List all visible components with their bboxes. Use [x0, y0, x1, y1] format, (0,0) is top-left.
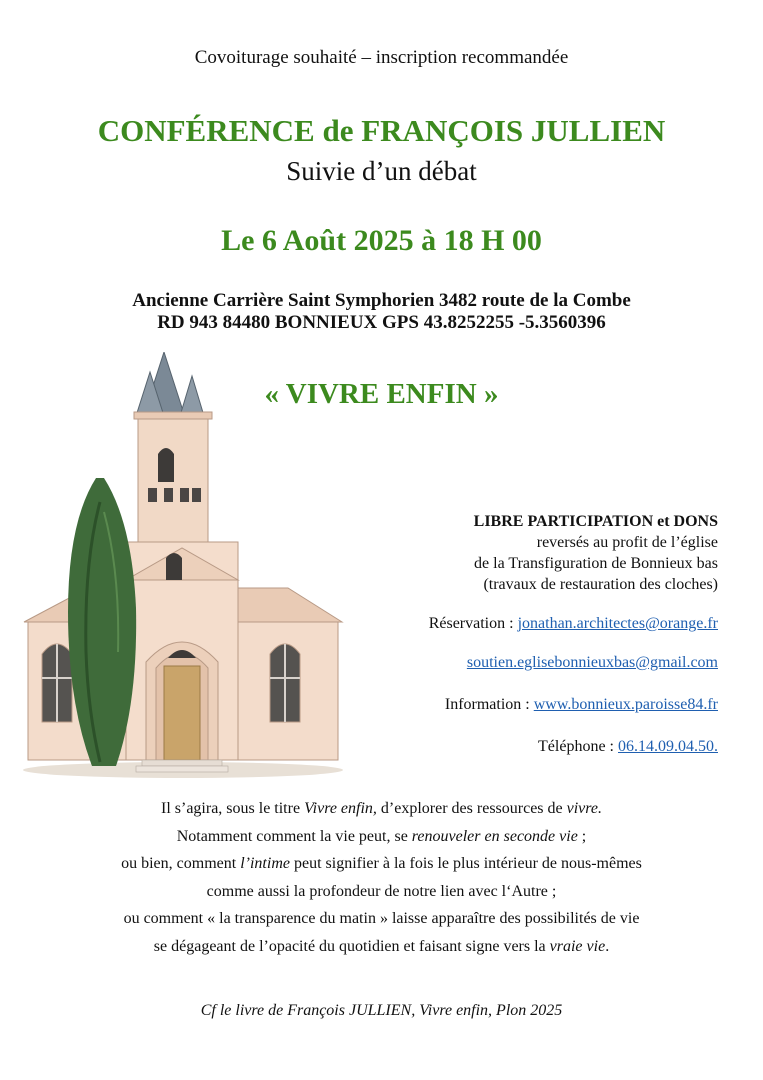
description-text: d’explorer des ressources de: [376, 800, 567, 817]
phone-label: Téléphone :: [538, 738, 618, 755]
description-text: Notamment comment la vie peut, se: [176, 827, 412, 845]
description-line-5: ou comment « la transparence du matin » laisse apparaître des possibilités de vie: [123, 910, 640, 928]
reservation-email-link[interactable]: jonathan.architectes@orange.fr: [517, 615, 718, 632]
talk-description: [0, 795, 763, 961]
description-line-2: [0, 823, 763, 851]
phone-row: [380, 736, 718, 757]
description-text: .: [605, 937, 610, 955]
description-line-3: [0, 850, 763, 878]
spire-right: [180, 376, 204, 416]
information-url-link[interactable]: www.bonnieux.paroisse84.fr: [533, 696, 718, 713]
venue-line-1: Ancienne Carrière Saint Symphorien 3482 route de la Combe: [132, 290, 631, 311]
description-text: peut signifier à la fois le plus intérieur de nous-mêmes: [289, 855, 642, 873]
reservation-row: [380, 613, 718, 634]
description-text: ;: [577, 827, 587, 845]
facade-window: [166, 553, 182, 580]
church-door: [164, 666, 200, 760]
book-citation: Cf le livre de François JULLIEN, Vivre enfin, Plon 2025: [200, 1002, 563, 1019]
description-text: se dégageant de l’opacité du quotidien et faisant signe vers la: [153, 937, 550, 955]
conference-subtitle: Suivie d’un débat: [286, 156, 477, 186]
description-italic: vivre.: [566, 800, 603, 817]
donations-line-2: de la Transfiguration de Bonnieux bas: [474, 555, 718, 572]
tower-window-top: [158, 448, 174, 482]
description-line-4: comme aussi la profondeur de notre lien avec l‘Autre ;: [206, 882, 557, 900]
event-date: Le 6 Août 2025 à 18 H 00: [221, 224, 542, 257]
description-text: Il s’agira, sous le titre: [160, 800, 305, 817]
carpool-note: Covoiturage souhaité – inscription recommandée: [194, 47, 569, 68]
information-label: Information :: [444, 696, 534, 713]
donations-title: LIBRE PARTICIPATION et DONS: [473, 513, 718, 530]
support-email-link[interactable]: soutien.eglisebonnieuxbas@gmail.com: [466, 654, 718, 671]
venue-line-2: RD 943 84480 BONNIEUX GPS 43.8252255 -5.3560396: [157, 312, 606, 333]
description-italic: renouveler en seconde vie: [411, 827, 578, 845]
phone-link[interactable]: 06.14.09.04.50.: [618, 738, 718, 755]
venue-address: [0, 290, 763, 334]
support-email-row: [380, 652, 718, 673]
description-line-1: [0, 795, 763, 823]
donations-line-3: (travaux de restauration des cloches): [483, 576, 718, 593]
reservation-label: Réservation :: [428, 615, 518, 632]
conference-title: CONFÉRENCE de FRANÇOIS JULLIEN: [97, 113, 666, 148]
info-block: [380, 511, 718, 757]
talk-title: « VIVRE ENFIN »: [264, 378, 499, 410]
description-italic: Vivre enfin,: [304, 800, 377, 817]
description-italic: vraie vie: [549, 937, 606, 955]
information-row: [380, 694, 718, 715]
description-line-6: [0, 933, 763, 961]
description-text: ou bien, comment: [121, 855, 241, 873]
donations-line-1: reversés au profit de l’église: [536, 534, 718, 551]
church-illustration: [8, 352, 353, 782]
description-italic: l’intime: [240, 855, 290, 873]
